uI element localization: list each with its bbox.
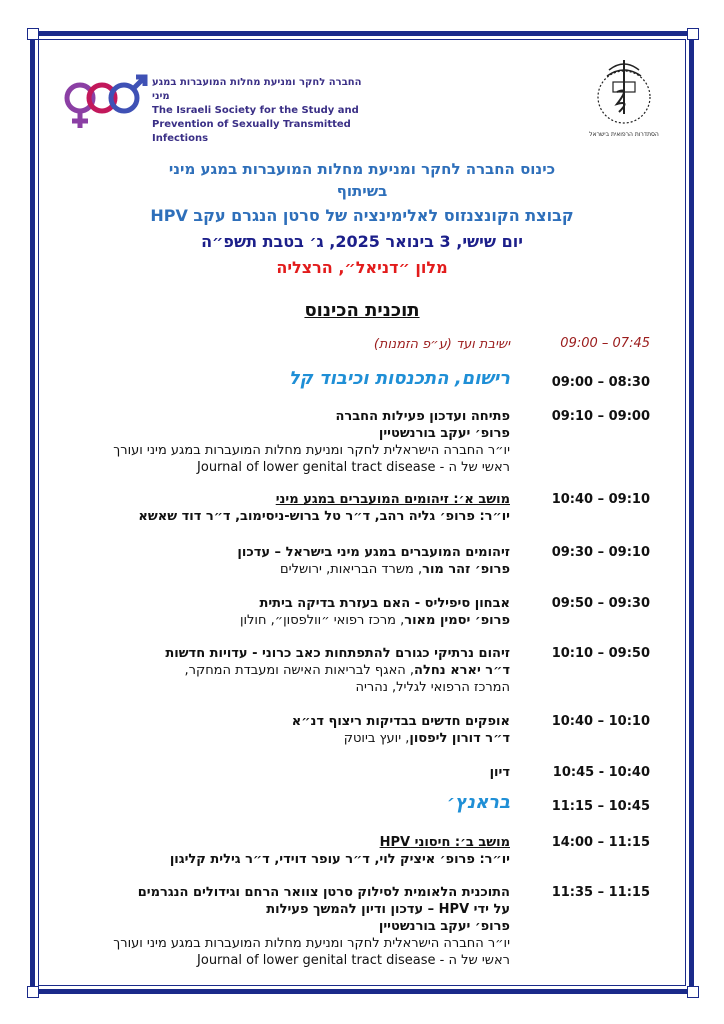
schedule-title: דיון (489, 765, 510, 780)
schedule-item (70, 408, 510, 476)
corner-ornament (687, 986, 699, 998)
schedule-title: ישיבת ועד (ע״פ הזמנות) (373, 337, 510, 352)
speaker-affiliation: ראשי של ה - Journal of lower genital tract disease (197, 460, 510, 475)
speaker-affiliation: , משרד הבריאות, ירושלים (280, 562, 423, 577)
speaker-affiliation: , מרכז רפואי ״וולפסון״, חולון (239, 613, 405, 628)
speaker-name: פרופ׳ יסמין מאור (404, 613, 510, 628)
schedule-time: 10:40 – 10:10 (551, 714, 650, 729)
medical-association-emblem (589, 52, 659, 142)
speaker-affiliation: המרכז הרפואי לגליל, נהריה (355, 680, 510, 695)
speaker-name: פרופ׳ יעקב בורנשטיין (378, 426, 510, 441)
speaker-affiliation: יו״ר החברה הישראלית לחקר ומניעת מחלות המועברות במגע מיני ועורך (113, 936, 510, 951)
schedule-title: זיהומים המועברים במגע מיני בישראל – עדכון (237, 545, 510, 560)
schedule-time: 11:35 – 11:15 (551, 885, 650, 900)
speaker-name: ד״ר דורון ליפסון (409, 731, 510, 746)
schedule-item (70, 713, 510, 747)
schedule-time: 10:40 – 09:10 (551, 492, 650, 507)
schedule-time: 10:10 – 09:50 (551, 646, 650, 661)
corner-ornament (27, 28, 39, 40)
conference-title: כינוס החברה לחקר ומניעת מחלות המועברות במגע מיני (168, 160, 556, 178)
schedule-item (70, 645, 510, 696)
emblem-caption: הסתדרות הרפואית בישראל (589, 131, 659, 138)
schedule-item (70, 884, 510, 969)
session-header (70, 491, 510, 525)
speaker-affiliation: , יועץ ביוטק (343, 731, 410, 746)
session-header (70, 834, 510, 868)
collaboration-label: בשיתוף (336, 182, 388, 200)
schedule-time: 10:45 - 10:40 (552, 765, 650, 780)
society-name-hebrew: החברה לחקר ומניעת מחלות המועברות במגע מיני (152, 77, 362, 102)
schedule-time: 09:10 – 09:00 (551, 409, 650, 424)
schedule-title: אופקים חדשים בבדיקות ריצוף דנ״א (291, 714, 510, 729)
speaker-name: ד״ר יארא נחלה (414, 663, 510, 678)
schedule-time: 09:30 – 09:10 (551, 545, 650, 560)
schedule-item (70, 595, 510, 629)
speaker-affiliation: , האגף לבריאות האישה ומעבדת המחקר, (184, 663, 415, 678)
schedule-title: אבחון סיפיליס - האם בעזרת בדיקה ביתית (259, 596, 510, 611)
schedule-item (70, 764, 510, 781)
partner-group: קבוצת הקונצנזוס לאלימינציה של סרטן הנגרם עקב HPV (150, 206, 574, 225)
schedule-title: רישום, התכנסות וכיבוד קל (288, 368, 510, 389)
event-venue: מלון ״דניאל״, הרצליה (276, 258, 448, 277)
session-chairs: יו״ר: פרופ׳ גליה רהב, ד״ר טל ברוש-ניסימוב, ד״ר דוד שאשא (138, 509, 510, 524)
schedule-item (70, 336, 510, 353)
gender-symbols-logo (62, 70, 150, 130)
schedule-time: 09:00 – 08:30 (551, 375, 650, 390)
speaker-name: פרופ׳ זהר מור (422, 562, 510, 577)
schedule-title: פתיחה ועדכון פעילות החברה (335, 409, 510, 424)
session-title: מושב ב׳: חיסוני HPV (379, 835, 510, 850)
schedule-time: 09:50 – 09:30 (551, 596, 650, 611)
schedule-time: 14:00 – 11:15 (551, 835, 650, 850)
corner-ornament (687, 28, 699, 40)
schedule-title-continued: על ידי HPV – עדכון ודיון להמשך פעילות (266, 902, 510, 917)
schedule-title: התוכנית הלאומית לסילוק סרטן צוואר הרחם וגידולים הנגרמים (137, 885, 510, 900)
event-date: יום שישי, 3 בינואר 2025, ג׳ בטבת תשפ״ה (201, 232, 523, 251)
schedule-time: 11:15 – 10:45 (551, 799, 650, 814)
corner-ornament (27, 986, 39, 998)
session-title: מושב א׳: זיהומים המועברים במגע מיני (275, 492, 510, 507)
schedule-item (70, 544, 510, 578)
schedule-title: זיהום נרתיקי כגורם להתפתחות כאב כרוני - עדויות חדשות (165, 646, 510, 661)
schedule-title: בראנץ׳ (447, 792, 510, 813)
society-name-english-2: Prevention of Sexually Transmitted Infections (152, 119, 351, 144)
schedule-time: 09:00 – 07:45 (560, 336, 650, 351)
society-name-english-1: The Israeli Society for the Study and (152, 105, 359, 116)
speaker-affiliation: ראשי של ה - Journal of lower genital tract disease (197, 953, 510, 968)
speaker-affiliation: יו״ר החברה הישראלית לחקר ומניעת מחלות המועברות במגע מיני ועורך (113, 443, 510, 458)
session-chairs: יו״ר: פרופ׳ איציק לוי, ד״ר עופר דוידי, ד״ר גילית קליגון (169, 852, 510, 867)
schedule-item (70, 370, 510, 389)
program-title: תוכנית הכינוס (304, 300, 420, 321)
schedule-item (70, 794, 510, 813)
speaker-name: פרופ׳ יעקב בורנשטיין (378, 919, 510, 934)
society-name (152, 76, 362, 146)
